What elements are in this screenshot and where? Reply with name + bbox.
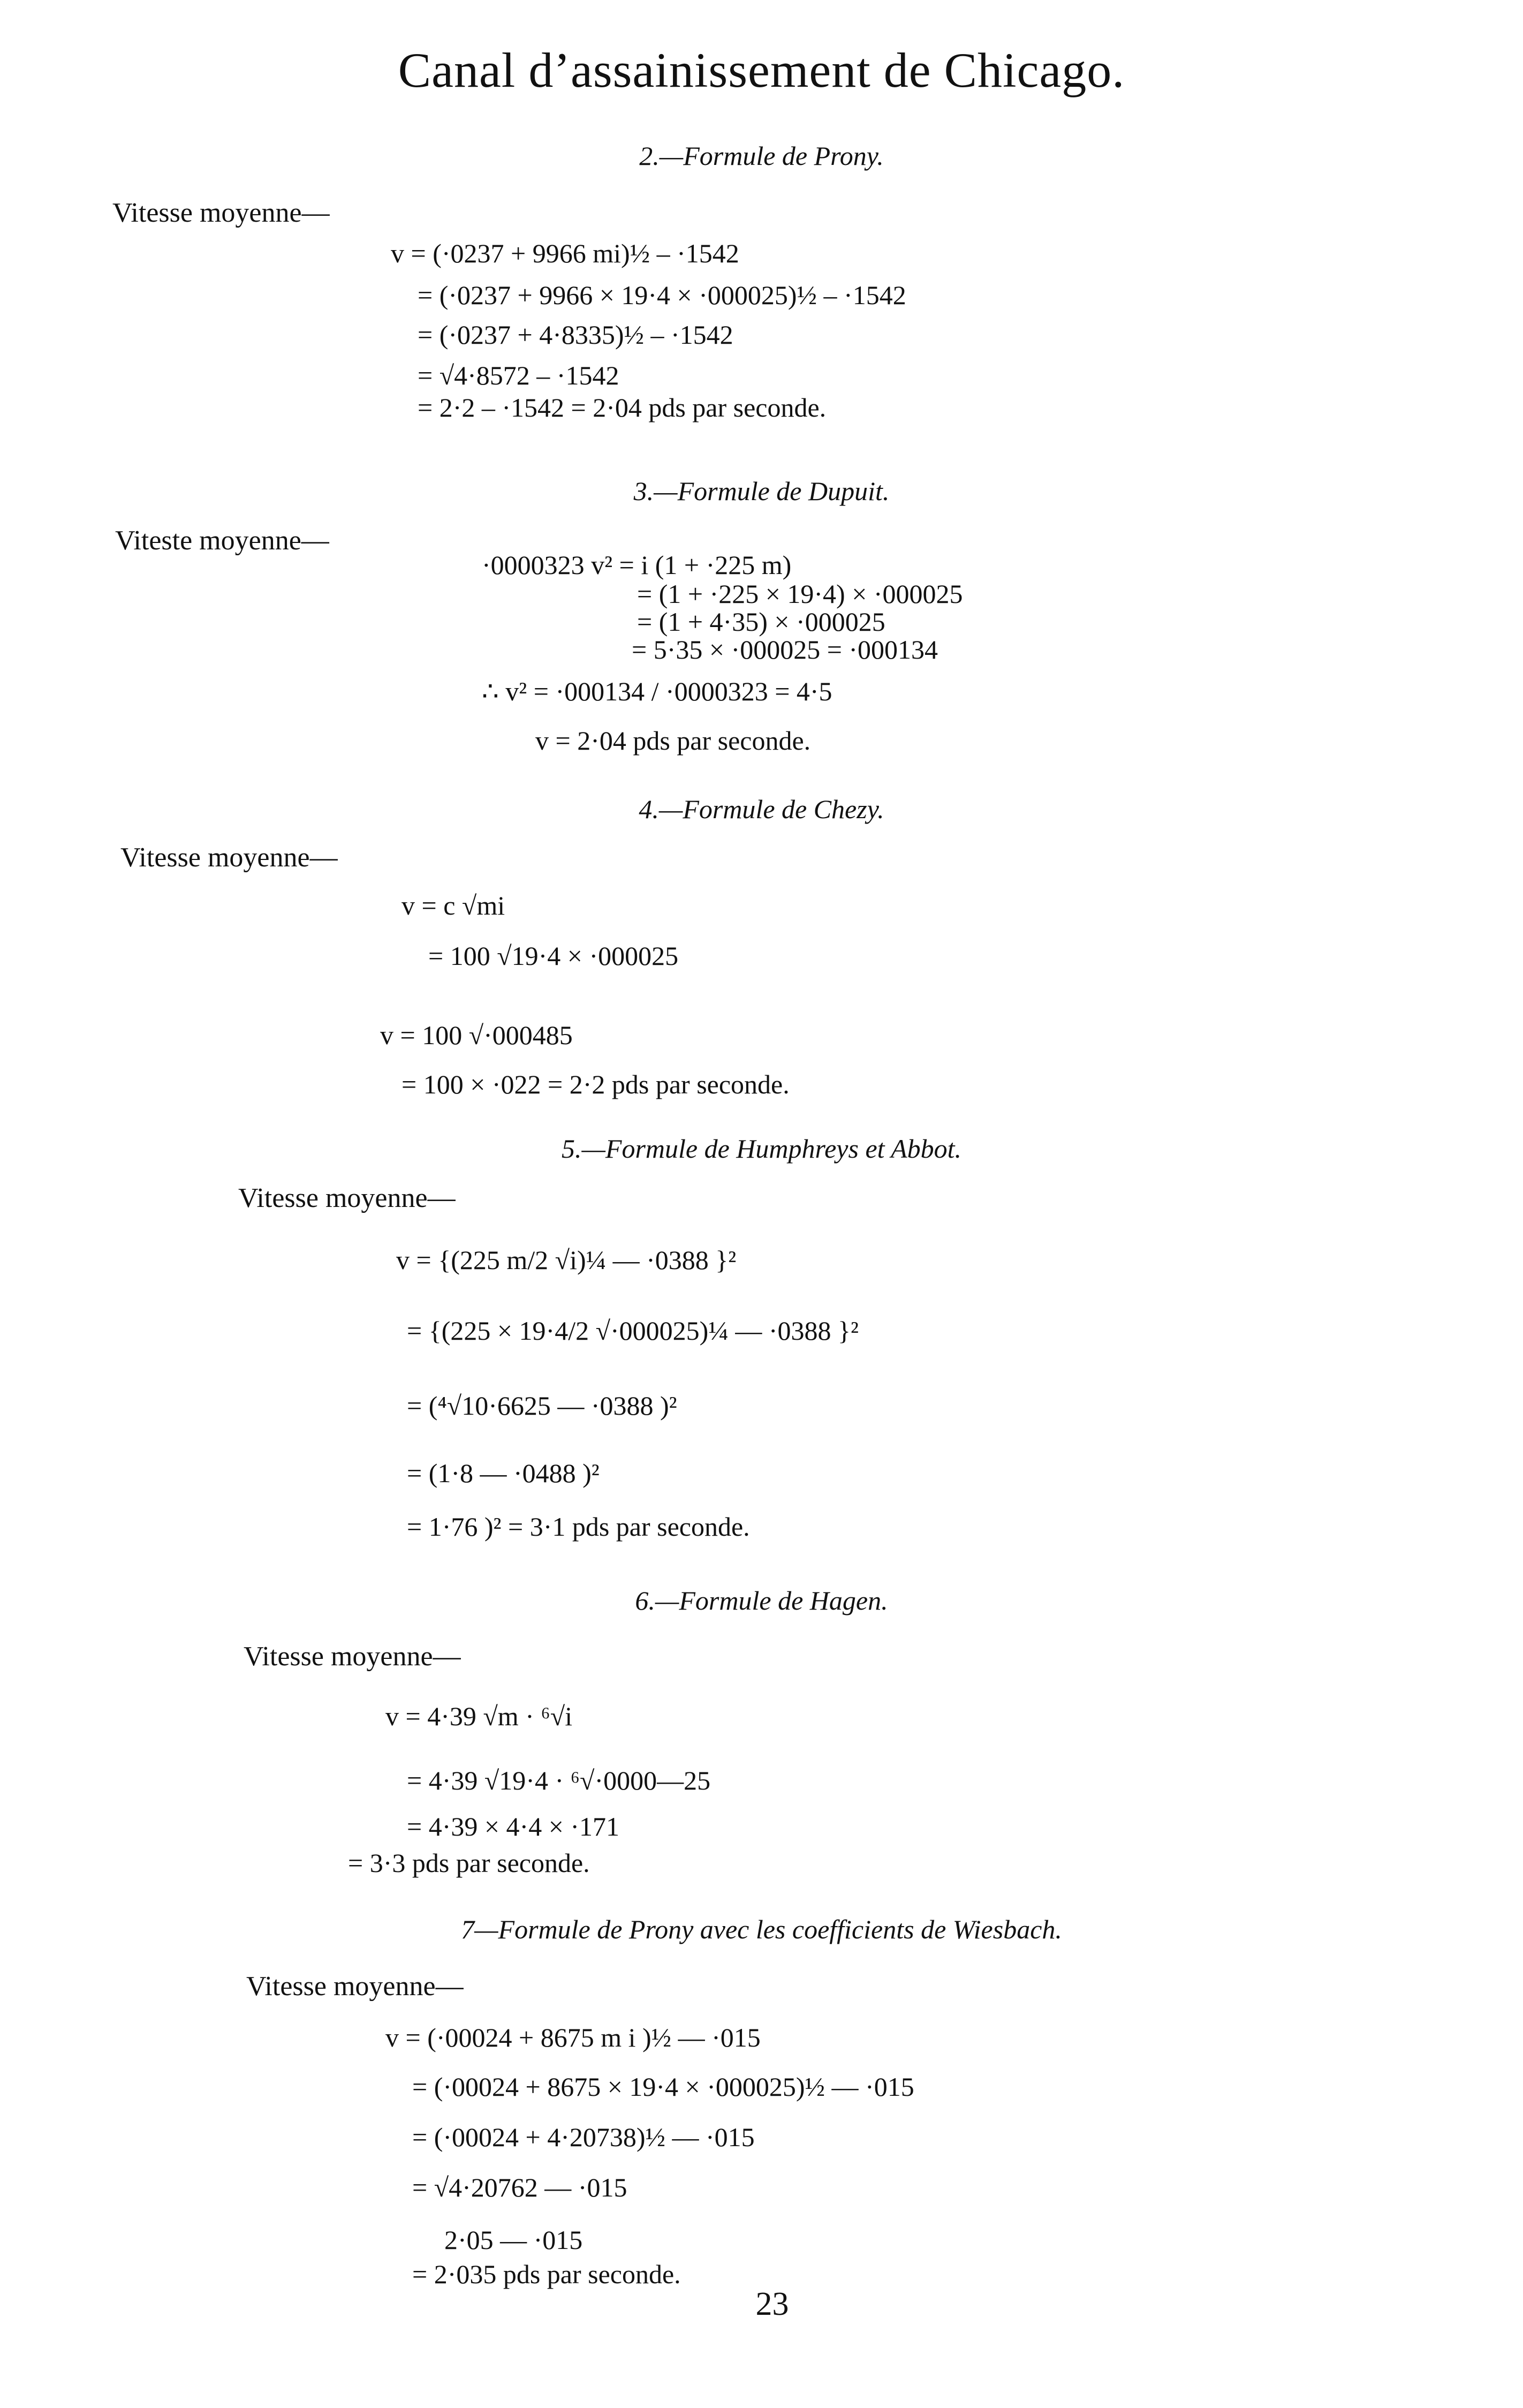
formula-line: 2·05 — ·015 xyxy=(444,2225,583,2255)
section-label: Vitesse moyenne— xyxy=(244,1641,461,1672)
formula-line: = 4·39 √19·4 · ⁶√·0000—25 xyxy=(407,1765,711,1795)
section-heading-hagen: 6.—Formule de Hagen. xyxy=(635,1586,888,1616)
formula-line: ∴ v² = ·000134 / ·0000323 = 4·5 xyxy=(482,676,832,706)
formula-line: = 1·76 )² = 3·1 pds par seconde. xyxy=(407,1512,750,1542)
formula-line: = {(225 × 19·4/2 √·000025)¼ — ·0388 }² xyxy=(407,1316,859,1346)
formula-line: = (·00024 + 8675 × 19·4 × ·000025)½ — ·015 xyxy=(412,2072,914,2102)
formula-line: = (·0237 + 9966 × 19·4 × ·000025)½ – ·1542 xyxy=(418,280,906,310)
formula-line: v = {(225 m/2 √i)¼ — ·0388 }² xyxy=(396,1245,737,1275)
formula-line: = (·00024 + 4·20738)½ — ·015 xyxy=(412,2122,755,2152)
formula-line: v = c √mi xyxy=(401,890,505,920)
section-heading-humphreys-abbot: 5.—Formule de Humphreys et Abbot. xyxy=(561,1134,962,1164)
formula-line: = √4·20762 — ·015 xyxy=(412,2172,627,2202)
formula-line: = 100 √19·4 × ·000025 xyxy=(428,941,679,971)
section-heading-chezy: 4.—Formule de Chezy. xyxy=(639,794,884,824)
formula-line: v = (·00024 + 8675 m i )½ — ·015 xyxy=(385,2022,761,2052)
formula-line: = (⁴√10·6625 — ·0388 )² xyxy=(407,1391,677,1421)
formula-line: v = (·0237 + 9966 mi)½ – ·1542 xyxy=(391,238,739,268)
section-heading-prony-wiesbach: 7—Formule de Prony avec les coefficients de Wiesbach. xyxy=(461,1914,1062,1944)
formula-line: = √4·8572 – ·1542 xyxy=(418,360,619,390)
formula-line: = (1 + 4·35) × ·000025 xyxy=(637,607,885,637)
section-heading-prony: 2.—Formule de Prony. xyxy=(639,141,884,171)
section-heading-dupuit: 3.—Formule de Dupuit. xyxy=(633,476,890,506)
page-number: 23 xyxy=(755,2286,789,2322)
formula-line: v = 100 √·000485 xyxy=(380,1020,573,1050)
formula-line: = (·0237 + 4·8335)½ – ·1542 xyxy=(418,320,733,350)
section-label: Viteste moyenne— xyxy=(115,525,329,556)
formula-line: = (1·8 — ·0488 )² xyxy=(407,1458,600,1488)
formula-line: = 2·035 pds par seconde. xyxy=(412,2259,681,2289)
formula-line: = 2·2 – ·1542 = 2·04 pds par seconde. xyxy=(418,392,827,422)
section-label: Vitesse moyenne— xyxy=(238,1183,456,1213)
formula-line: = (1 + ·225 × 19·4) × ·000025 xyxy=(637,579,963,609)
formula-line: = 5·35 × ·000025 = ·000134 xyxy=(632,635,938,665)
formula-line: ·0000323 v² = i (1 + ·225 m) xyxy=(482,550,792,580)
formula-line: = 4·39 × 4·4 × ·171 xyxy=(407,1811,620,1841)
formula-line: v = 4·39 √m · ⁶√i xyxy=(385,1701,573,1731)
section-label: Vitesse moyenne— xyxy=(120,842,338,873)
formula-line: = 3·3 pds par seconde. xyxy=(348,1848,590,1878)
page-title: Canal d’assainissement de Chicago. xyxy=(398,43,1125,97)
formula-line: = 100 × ·022 = 2·2 pds par seconde. xyxy=(401,1069,790,1099)
section-label: Vitesse moyenne— xyxy=(112,198,330,228)
formula-line: v = 2·04 pds par seconde. xyxy=(535,726,811,756)
section-label: Vitesse moyenne— xyxy=(246,1971,464,2002)
